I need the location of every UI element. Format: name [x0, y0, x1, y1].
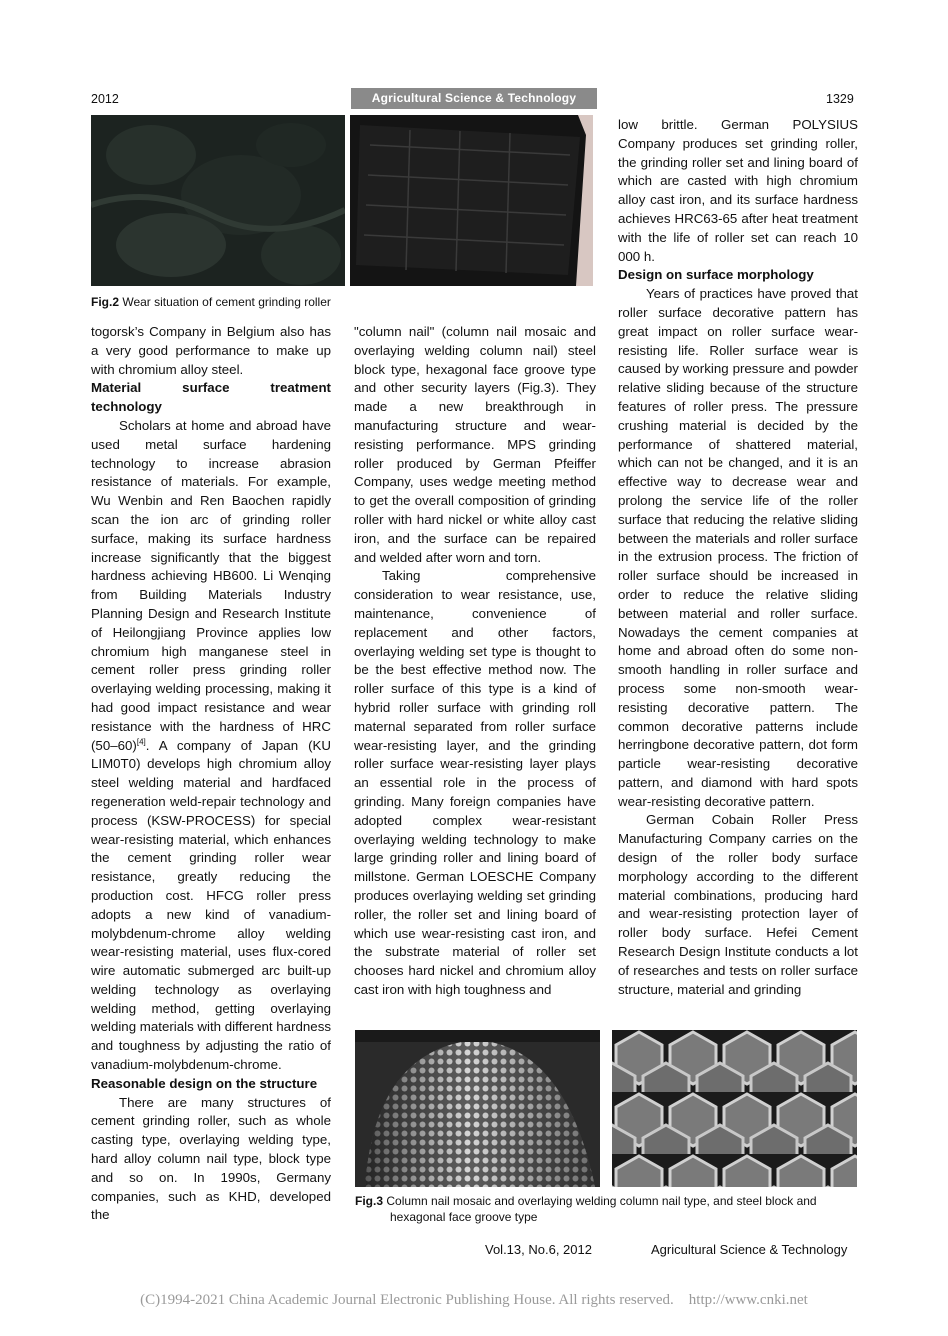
col1-paragraph-2a: Scholars at home and abroad have used metal surface hardening technology to increase abrasion resistance of materials. For example, Wu Wenbin and Ren Baochen rapidly scan the ion arc of grinding roller surface, making its surface hardness increase significantly that the biggest hardness achieving HB600. Li Wenqing from Building Materials Industry Planning Design and Research Institute of Heilongjiang Province applies low chromium high manganese steel in cement roller press grinding roller overlaying welding processing, making it had good impact resistance and wear resistance with the hardness of HRC (50–60)	[91, 417, 331, 753]
col1-paragraph-3: There are many structures of cement grinding roller, such as whole casting type, overlaying welding type, hard alloy column nail type, block type and so on. In 1990s, Germany companies, such as KHD, developed the	[91, 1094, 331, 1223]
column-1	[91, 323, 331, 1225]
fig2-caption	[91, 294, 331, 310]
col1-heading-material-surface: Material surface treatment technology	[91, 380, 331, 415]
header-page-number: 1329	[826, 92, 854, 106]
footer-journal: Agricultural Science & Technology	[651, 1242, 848, 1257]
header-year: 2012	[91, 92, 119, 106]
fig2-left-photo	[91, 115, 345, 286]
col1-paragraph-2	[91, 417, 331, 1075]
fig3-left-image	[355, 1030, 600, 1187]
fig3-label: Fig.3	[355, 1194, 384, 1208]
col1-paragraph-2b: . A company of Japan (KU LIM0T0) develops high chromium alloy steel welding material and hardfaced regeneration weld-repair technology and process (KSW-PROCESS) for special wear-resisting material, which enhances the cement grinding roller wear resistance, greatly reducing the production cost. HFCG roller press adopts a new kind of vanadium-molybdenum-chrome alloy welding wear-resisting material, uses flux-cored wire automatic submerged arc built-up welding technology as overlaying welding method, getting overlaying welding materials with different hardness and toughness by adjusting the ratio of vanadium-molybdenum-chrome.	[91, 737, 331, 1073]
col3-paragraph-2: Years of practices have proved that roller surface decorative pattern has great impact on roller surface wear-resisting life. Roller surface wear is caused by working pressure and powder relative sliding because of the structure features of roller press. The pressure crushing material is decided by the performance of shattered material, which can not be changed, and it is an effective way to decrease wear and prolong the service life of the roller surface that reducing the relative sliding between the materials and roller surface in the extrusion process. The friction of roller surface should be increased in order to reduce the relative sliding between material and roller surface. Nowadays the cement companies at home and abroad often do some non-smooth handling in roller surface and process some non-smooth wear-resisting decorative pattern. The common decorative patterns include herringbone decorative pattern, dot form particle wear-resisting decorative pattern, and diamond with hard spots wear-resisting decorative pattern.	[618, 286, 858, 809]
col2-paragraph-1: "column nail" (column nail mosaic and overlaying welding column nail) steel block type, hexagonal face groove type and other security layers (Fig.3). They made a new breakthrough in manufacturing structure and wear-resisting performance. MPS grinding roller produced by German Pfeiffer Company, uses wedge meeting method to get the overall composition of grinding roller with hard nickel or white alloy cast iron, and the surface can be repaired and welded after worn and torn.	[354, 324, 596, 565]
header-journal-bar: Agricultural Science & Technology	[351, 88, 597, 109]
fig3-right-photo	[612, 1030, 857, 1187]
copyright-notice: (C)1994-2021 China Academic Journal Electronic Publishing House. All rights reserved. http://www.cnki.net	[140, 1292, 808, 1308]
fig2-right-image	[350, 115, 593, 286]
col3-heading-surface-morphology: Design on surface morphology	[618, 267, 814, 283]
footer-volume: Vol.13, No.6, 2012	[485, 1242, 592, 1257]
col1-heading-structure-design: Reasonable design on the structure	[91, 1075, 318, 1091]
fig3-right-image	[612, 1030, 857, 1187]
fig3-text: Column nail mosaic and overlaying welding column nail type, and steel block and hexagonal face groove type	[383, 1194, 817, 1224]
col3-paragraph-1: low brittle. German POLYSIUS Company produces set grinding roller, the grinding roller set and lining board of which are casted with high chromium alloy cast iron, and its surface hardness achieves HRC63-65 after heat treatment with the life of roller set can reach 10 000 h.	[618, 117, 858, 264]
fig3-caption	[355, 1193, 858, 1225]
col1-paragraph-1: togorsk’s Company in Belgium also has a very good performance to make up with chromium alloy steel.	[91, 324, 331, 377]
fig2-text: Wear situation of cement grinding roller	[119, 295, 331, 309]
col2-paragraph-2: Taking comprehensive consideration to wear resistance, use, maintenance, convenience of replacement and other factors, overlaying welding set type is thought to be the best effective method now. The roller surface of this type is a kind of hybrid roller surface with grinding roll maternal separated from roller surface wear-resisting layer, and the grinding roller surface wear-resisting layer plays an essential role in the process of grinding. Many foreign companies have adopted complex wear-resistant overlaying welding technology to make large grinding roller and lining board of millstone. German LOESCHE Company produces overlaying welding set grinding roller, the roller set and lining board of which use wear-resisting cast iron, and the substrate material of roller set chooses hard nickel and chromium alloy cast iron with high toughness and	[354, 568, 596, 997]
fig2-label: Fig.2	[91, 295, 120, 309]
reference-4: [4]	[136, 737, 146, 747]
col3-paragraph-3: German Cobain Roller Press Manufacturing Company carries on the design of the roller body surface morphology according to the different material combinations, producing hard and wear-resisting protection layer of roller body surface. Hefei Cement Research Design Institute conducts a lot of researches and tests on roller surface structure, material and grinding	[618, 812, 858, 997]
fig3-left-photo	[355, 1030, 600, 1187]
fig2-left-image	[91, 115, 345, 286]
column-2	[354, 323, 596, 1000]
column-3	[618, 116, 858, 999]
fig2-right-photo	[350, 115, 593, 286]
